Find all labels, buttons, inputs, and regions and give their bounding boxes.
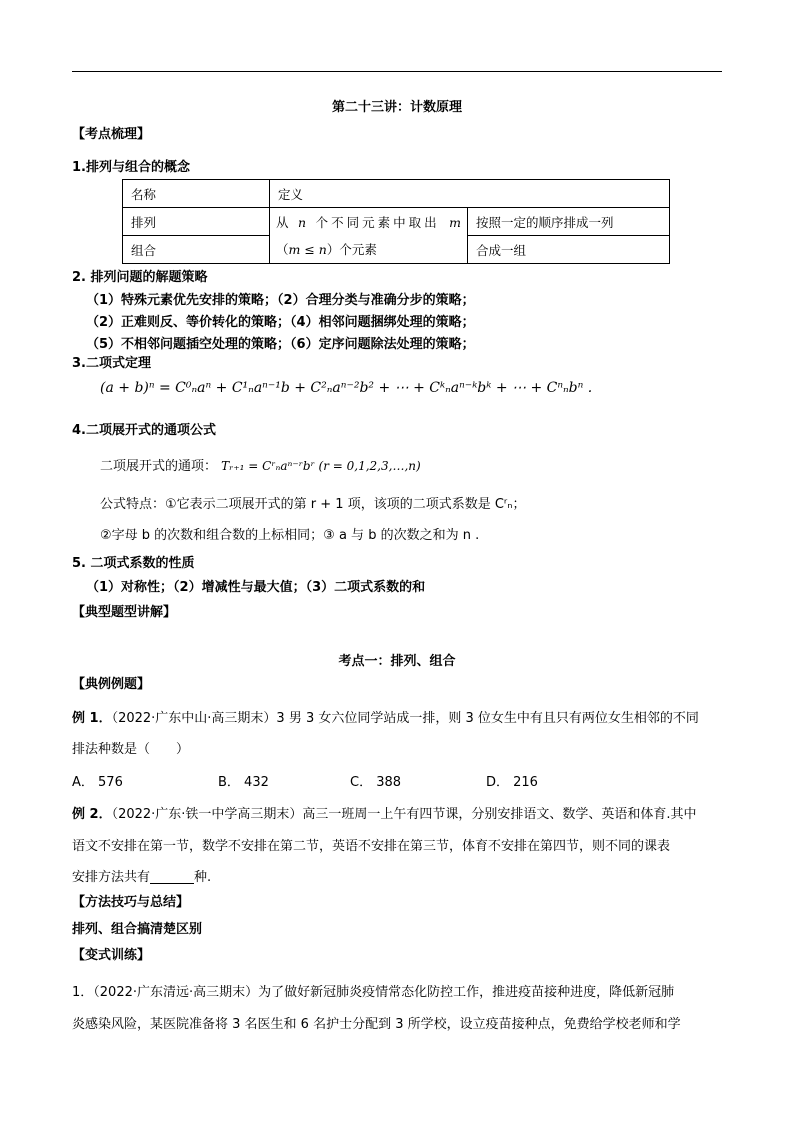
table-cell-pailie-extra: 按照一定的顺序排成一列 <box>468 208 670 236</box>
general-term-line <box>100 455 421 474</box>
dianli-heading: 【典例例题】 <box>72 677 151 692</box>
answer-blank[interactable] <box>150 869 194 884</box>
def-var-n: n <box>298 214 307 230</box>
method-text: 排列、组合搞清楚区别 <box>72 922 203 937</box>
definition-line-2 <box>276 236 461 263</box>
strategy-line: （2）正难则反、等价转化的策略；（4）相邻问题捆绑处理的策略； <box>86 315 475 330</box>
example-1-text: （2022·广东中山·高三期末）3 男 3 女六位同学站成一排，则 3 位女生中有且只有两位女生相邻的不同 <box>111 711 699 726</box>
example-2-text: （2022·广东·铁一中学高三期末）高三一班周一上午有四节课，分别安排语文、数学、英语和体育.其中 <box>111 807 697 822</box>
example-2-text: 种. <box>194 870 212 885</box>
general-term-label: 二项展开式的通项： <box>100 459 218 474</box>
section-3-heading: 3.二项式定理 <box>72 356 151 371</box>
example-2-label: 例 2． <box>72 807 112 822</box>
example-2-line-1 <box>72 803 697 822</box>
def-condition: m ≤ n <box>288 241 327 257</box>
section-4-heading: 4.二项展开式的通项公式 <box>72 423 216 438</box>
section-kaodian-heading: 【考点梳理】 <box>72 127 151 142</box>
section-5-heading: 5. 二项式系数的性质 <box>72 556 195 571</box>
kaodian1-title: 考点一：排列、组合 <box>338 654 456 669</box>
question-1-line-2: 炎感染风险，某医院准备将 3 名医生和 6 名护士分配到 3 所学校，设立疫苗接种点，免费给学校老师和学 <box>72 1017 681 1032</box>
section-2-heading: 2. 排列问题的解题策略 <box>72 270 208 285</box>
definition-line-1 <box>276 209 461 236</box>
table-header-definition: 定义 <box>270 180 670 208</box>
def-text: （ <box>276 241 289 257</box>
example-2-line-3 <box>72 866 211 885</box>
option-d: D． 216 <box>486 775 538 790</box>
method-heading: 【方法技巧与总结】 <box>72 895 190 910</box>
table-cell-zuhe-extra: 合成一组 <box>468 236 670 264</box>
example-2-line-2: 语文不安排在第一节，数学不安排在第二节，英语不安排在第三节，体育不安排在第四节，则不同的课表 <box>72 839 671 854</box>
def-text: 个不同元素中取出 <box>315 214 440 230</box>
header-rule <box>72 71 722 72</box>
strategy-line: （1）特殊元素优先安排的策略；（2）合理分类与准确分步的策略； <box>86 293 475 308</box>
example-1-line-1 <box>72 707 699 726</box>
properties-text: （1）对称性；（2）增减性与最大值；（3）二项式系数的和 <box>86 580 426 595</box>
general-term-feature-1: 公式特点：①它表示二项展开式的第 r + 1 项，该项的二项式系数是 Cʳₙ； <box>100 497 526 512</box>
table-cell-pailie: 排列 <box>123 208 270 236</box>
option-a: A． 576 <box>72 775 123 790</box>
def-text: ）个元素 <box>326 241 377 257</box>
page-title: 第二十三讲：计数原理 <box>331 100 462 115</box>
general-term-feature-2: ②字母 b 的次数和组合数的上标相同；③ a 与 b 的次数之和为 n . <box>100 528 480 543</box>
section-1-heading: 1.排列与组合的概念 <box>72 160 190 175</box>
example-1-label: 例 1． <box>72 711 112 726</box>
section-dianxing-heading: 【典型题型讲解】 <box>72 605 177 620</box>
table-header-name: 名称 <box>123 180 270 208</box>
def-var-m: m <box>449 214 461 230</box>
table-cell-definition <box>270 208 468 264</box>
option-c: C． 388 <box>350 775 402 790</box>
bianshi-heading: 【变式训练】 <box>72 948 151 963</box>
question-1-line-1: 1．（2022·广东清远·高三期末）为了做好新冠肺炎疫情常态化防控工作，推进疫苗接种进度，降低新冠肺 <box>72 985 675 1000</box>
table-row <box>123 180 670 208</box>
example-2-text: 安排方法共有 <box>72 870 151 885</box>
table-row <box>123 208 670 236</box>
def-text: 从 <box>276 214 289 230</box>
general-term-formula: Tᵣ₊₁ = Cʳₙaⁿ⁻ʳbʳ (r = 0,1,2,3,…,n) <box>221 459 421 473</box>
option-b: B． 432 <box>218 775 269 790</box>
concept-table <box>122 179 670 264</box>
example-1-line-2: 排法种数是（ ） <box>72 742 190 757</box>
table-cell-zuhe: 组合 <box>123 236 270 264</box>
binomial-theorem-formula: (a + b)ⁿ = C⁰ₙaⁿ + C¹ₙaⁿ⁻¹b + C²ₙaⁿ⁻²b² + ⋯ + Cᵏₙaⁿ⁻ᵏbᵏ + ⋯ + Cⁿₙbⁿ . <box>100 380 593 396</box>
strategy-line: （5）不相邻问题插空处理的策略；（6）定序问题除法处理的策略； <box>86 337 475 352</box>
